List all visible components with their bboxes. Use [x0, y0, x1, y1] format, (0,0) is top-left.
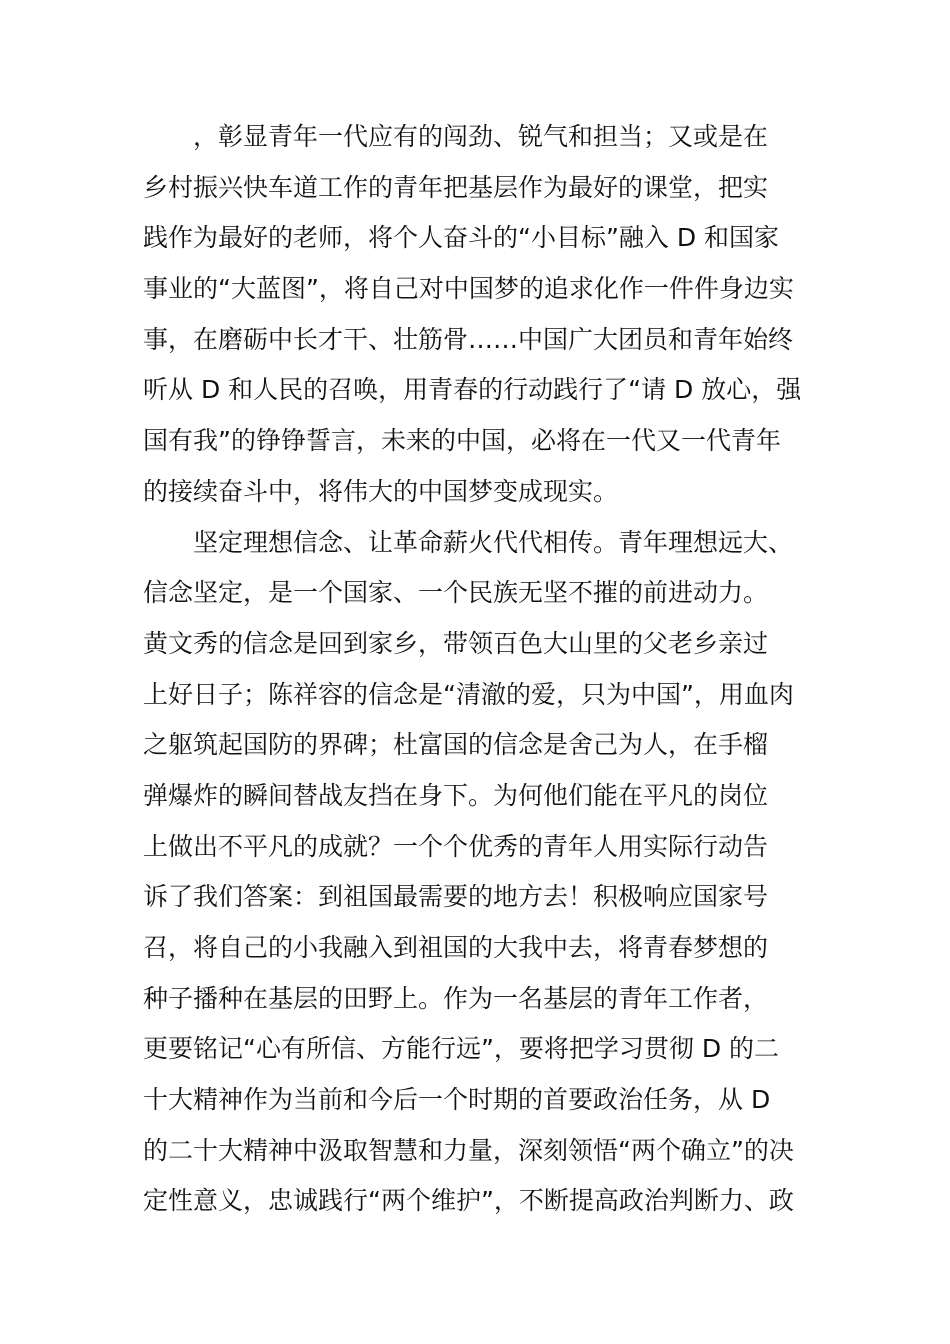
text-line: 国有我”的铮铮誓言，未来的中国，必将在一代又一代青年	[143, 426, 781, 456]
text-line: 事业的“大蓝图”，将自己对中国梦的追求化作一件件身边实	[143, 274, 794, 304]
text-line: 事，在磨砺中长才干、壮筋骨……中国广大团员和青年始终	[143, 324, 794, 354]
text-line: 践作为最好的老师，将个人奋斗的“小目标”融入 D 和国家	[143, 223, 780, 253]
paragraph-start-line: 坚定理想信念、让革命薪火代代相传。青年理想远大、	[193, 527, 794, 557]
text-line: 种子播种在基层的田野上。作为一名基层的青年工作者，	[143, 983, 769, 1013]
text-line: 的二十大精神中汲取智慧和力量，深刻领悟“两个确立”的决	[143, 1135, 794, 1165]
text-line: 之躯筑起国防的界碑；杜富国的信念是舍己为人，在手榴	[143, 730, 769, 760]
text-line: 弹爆炸的瞬间替战友挡在身下。为何他们能在平凡的岗位	[143, 780, 769, 810]
text-line: 召，将自己的小我融入到祖国的大我中去，将青春梦想的	[143, 933, 769, 962]
text-line: 定性意义，忠诚践行“两个维护”，不断提高政治判断力、政	[143, 1186, 794, 1216]
text-line: 诉了我们答案：到祖国最需要的地方去！积极响应国家号	[143, 882, 769, 912]
text-line: 上好日子；陈祥容的信念是“清澈的爱，只为中国”，用血肉	[143, 679, 794, 709]
text-line: ，彰显青年一代应有的闯劲、锐气和担当；又或是在	[193, 122, 769, 151]
text-line: 十大精神作为当前和今后一个时期的首要政治任务，从 D	[143, 1085, 771, 1115]
body-text	[143, 112, 813, 1227]
text-line: 的接续奋斗中，将伟大的中国梦变成现实。	[143, 476, 619, 506]
text-line: 乡村振兴快车道工作的青年把基层作为最好的课堂，把实	[143, 172, 769, 202]
text-line: 上做出不平凡的成就？一个个优秀的青年人用实际行动告	[143, 831, 769, 861]
text-line: 听从 D 和人民的召唤，用青春的行动践行了“请 D 放心，强	[143, 375, 802, 405]
text-line: 更要铭记“心有所信、方能行远”，要将把学习贯彻 D 的二	[143, 1034, 780, 1064]
text-line: 信念坚定，是一个国家、一个民族无坚不摧的前进动力。	[143, 578, 769, 608]
text-line: 黄文秀的信念是回到家乡，带领百色大山里的父老乡亲过	[143, 628, 769, 658]
